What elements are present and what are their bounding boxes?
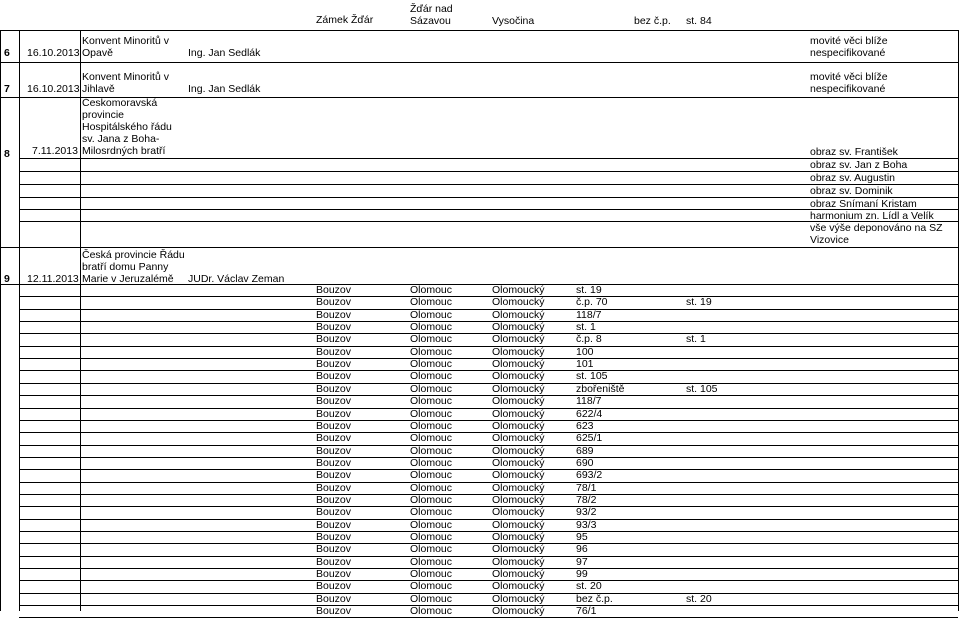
cell-obec: Bouzov	[316, 419, 352, 432]
row-border	[19, 296, 958, 297]
cell-parcela: st. 1	[576, 321, 596, 334]
cell-parcela-st: st. 20	[686, 592, 712, 605]
cell-katastr: Olomoucký	[492, 568, 545, 581]
cell-parcela: 101	[576, 358, 594, 371]
record-7-name-1: Konvent Minoritů v	[82, 71, 169, 83]
cell-parcela: st. 20	[576, 580, 602, 593]
cell-obec: Bouzov	[316, 345, 352, 358]
cell-parcela: 93/2	[576, 506, 597, 519]
cell-parcela: 99	[576, 568, 588, 581]
record-6-num: 6	[4, 47, 10, 59]
cell-parcela: 118/7	[576, 308, 602, 321]
cell-obec: Bouzov	[316, 284, 352, 296]
cell-okres: Olomouc	[410, 358, 453, 371]
cell-okres: Olomouc	[410, 321, 453, 334]
record-8-item: vše výše deponováno na SZ	[810, 222, 943, 234]
record-7-person: Ing. Jan Sedlák	[188, 83, 261, 95]
row-border	[19, 506, 958, 507]
cell-katastr: Olomoucký	[492, 395, 545, 408]
record-7-date: 16.10.2013	[27, 83, 80, 95]
cell-parcela: st. 19	[576, 284, 602, 296]
cell-katastr: Olomoucký	[492, 605, 545, 618]
cell-okres: Olomouc	[410, 568, 453, 581]
cell-katastr: Olomoucký	[492, 456, 545, 469]
row-border	[19, 358, 958, 359]
cell-katastr: Olomoucký	[492, 419, 545, 432]
cell-zdar-line1: Žďár nad	[410, 3, 453, 15]
cell-parcela: zbořeniště	[576, 382, 625, 395]
record-9-num: 9	[4, 273, 10, 285]
cell-obec: Bouzov	[316, 333, 352, 346]
cell-obec: Bouzov	[316, 370, 352, 383]
cell-obec: Bouzov	[316, 481, 352, 494]
cell-katastr: Olomoucký	[492, 345, 545, 358]
cell-obec: Bouzov	[316, 382, 352, 395]
row-border	[19, 408, 958, 409]
row-border	[19, 494, 958, 495]
record-9-person: JUDr. Václav Zeman	[188, 273, 285, 285]
cell-obec: Bouzov	[316, 592, 352, 605]
row-border	[19, 445, 958, 446]
cell-katastr: Olomoucký	[492, 382, 545, 395]
cell-katastr: Olomoucký	[492, 580, 545, 593]
cell-parcela: st. 105	[576, 370, 608, 383]
cell-okres: Olomouc	[410, 605, 453, 618]
record-6-note-1: movité věci blíže	[810, 35, 888, 47]
cell-okres: Olomouc	[410, 296, 453, 309]
cell-parcela: 78/2	[576, 493, 597, 506]
cell-obec: Bouzov	[316, 493, 352, 506]
record-9-date: 12.11.2013	[27, 273, 79, 285]
record-7-note-2: nespecifikované	[810, 83, 886, 95]
cell-parcela: 96	[576, 543, 588, 556]
record-8-item: obraz Snímaní Kristam	[810, 198, 917, 210]
cell-katastr: Olomoucký	[492, 493, 545, 506]
row-border	[19, 593, 958, 594]
row-border	[19, 605, 958, 606]
cell-parcela: 689	[576, 444, 594, 457]
record-7-note-1: movité věci blíže	[810, 71, 888, 83]
cell-okres: Olomouc	[410, 432, 453, 445]
cell-region: Vysočina	[492, 15, 535, 27]
cell-okres: Olomouc	[410, 407, 453, 420]
row-border	[19, 309, 958, 310]
row-border	[19, 580, 958, 581]
cell-obec: Bouzov	[316, 395, 352, 408]
row-border	[19, 519, 958, 520]
cell-katastr: Olomoucký	[492, 333, 545, 346]
row-border	[19, 370, 958, 371]
record-6-name-2: Opavě	[82, 47, 113, 59]
cell-obec: Bouzov	[316, 432, 352, 445]
cell-cp: bez č.p.	[634, 15, 671, 27]
cell-parcela: 622/4	[576, 407, 603, 420]
record-8-num: 8	[4, 148, 10, 160]
record-8-name-1: Českomoravská	[82, 97, 158, 109]
cell-obec: Bouzov	[316, 407, 352, 420]
record-6-name-1: Konvent Minoritů v	[82, 35, 169, 47]
cell-parcela: 95	[576, 531, 588, 543]
record-8-date: 7.11.2013	[32, 145, 78, 157]
row-border	[19, 432, 958, 433]
record-8-item: obraz sv. Augustin	[810, 172, 896, 184]
cell-okres: Olomouc	[410, 395, 453, 408]
cell-st: st. 84	[686, 15, 712, 27]
cell-katastr: Olomoucký	[492, 481, 545, 494]
row-border	[0, 247, 958, 248]
cell-obec: Bouzov	[316, 296, 352, 309]
cell-okres: Olomouc	[410, 308, 453, 321]
cell-okres: Olomouc	[410, 456, 453, 469]
cell-parcela: č.p. 8	[576, 333, 602, 346]
record-8-name-3: Hospitálského řádu	[82, 121, 172, 133]
row-border	[19, 531, 958, 532]
cell-obec: Bouzov	[316, 568, 352, 581]
record-9-name-3: Marie v Jeruzalémě	[82, 273, 174, 285]
cell-obec: Bouzov	[316, 531, 352, 543]
cell-parcela: bez č.p.	[576, 592, 613, 605]
cell-okres: Olomouc	[410, 444, 453, 457]
column-border	[0, 30, 1, 611]
row-border	[19, 556, 958, 557]
cell-katastr: Olomoucký	[492, 518, 545, 531]
record-8-name-4: sv. Jana z Boha-	[82, 133, 160, 145]
cell-obec: Bouzov	[316, 543, 352, 556]
row-border	[0, 62, 958, 63]
cell-parcela: 93/3	[576, 518, 597, 531]
record-9-name-2: bratří domu Panny	[82, 261, 169, 273]
cell-katastr: Olomoucký	[492, 444, 545, 457]
cell-parcela-st: st. 105	[686, 382, 718, 395]
record-7-num: 7	[4, 83, 10, 95]
cell-katastr: Olomoucký	[492, 321, 545, 334]
record-6-note-2: nespecifikované	[810, 47, 886, 59]
cell-okres: Olomouc	[410, 333, 453, 346]
cell-parcela: 690	[576, 456, 594, 469]
record-6-person: Ing. Jan Sedlák	[188, 47, 261, 59]
cell-okres: Olomouc	[410, 531, 453, 543]
row-border	[19, 383, 958, 384]
cell-katastr: Olomoucký	[492, 555, 545, 568]
cell-okres: Olomouc	[410, 481, 453, 494]
cell-obec: Bouzov	[316, 456, 352, 469]
cell-parcela: 625/1	[576, 432, 603, 445]
cell-okres: Olomouc	[410, 592, 453, 605]
cell-okres: Olomouc	[410, 518, 453, 531]
cell-parcela: 76/1	[576, 605, 597, 618]
cell-obec: Bouzov	[316, 308, 352, 321]
cell-okres: Olomouc	[410, 382, 453, 395]
row-border	[19, 469, 958, 470]
row-border	[19, 346, 958, 347]
cell-obec: Bouzov	[316, 605, 352, 618]
cell-obec: Bouzov	[316, 518, 352, 531]
cell-parcela: 78/1	[576, 481, 597, 494]
record-6-date: 16.10.2013	[27, 47, 80, 59]
cell-zamek: Zámek Žďár	[316, 14, 374, 26]
cell-okres: Olomouc	[410, 493, 453, 506]
row-border	[19, 482, 958, 483]
cell-katastr: Olomoucký	[492, 469, 545, 482]
record-8-item: Vizovice	[810, 234, 849, 246]
cell-okres: Olomouc	[410, 469, 453, 482]
record-8-name-2: provincie	[82, 109, 125, 121]
cell-katastr: Olomoucký	[492, 407, 545, 420]
cell-katastr: Olomoucký	[492, 358, 545, 371]
column-border	[958, 30, 959, 611]
cell-parcela: 97	[576, 555, 588, 568]
cell-okres: Olomouc	[410, 419, 453, 432]
row-border	[19, 333, 958, 334]
cell-okres: Olomouc	[410, 555, 453, 568]
cell-katastr: Olomoucký	[492, 296, 545, 309]
row-border	[19, 395, 958, 396]
cell-parcela-st: st. 1	[686, 333, 706, 346]
cell-katastr: Olomoucký	[492, 432, 545, 445]
record-8-item: harmonium zn. Lídl a Velík	[810, 210, 934, 222]
cell-obec: Bouzov	[316, 444, 352, 457]
cell-parcela: 693/2	[576, 469, 603, 482]
cell-katastr: Olomoucký	[492, 308, 545, 321]
record-8-name-5: Milosrdných bratří	[82, 145, 166, 157]
cell-okres: Olomouc	[410, 543, 453, 556]
cell-obec: Bouzov	[316, 321, 352, 334]
cell-okres: Olomouc	[410, 284, 453, 296]
row-border	[19, 420, 958, 421]
cell-katastr: Olomoucký	[492, 592, 545, 605]
cell-parcela: 100	[576, 345, 594, 358]
cell-parcela: 118/7	[576, 395, 602, 408]
row-border	[0, 30, 958, 31]
row-border	[19, 568, 958, 569]
row-border	[19, 543, 958, 544]
record-8-item: obraz sv. František	[810, 146, 898, 158]
cell-okres: Olomouc	[410, 345, 453, 358]
cell-katastr: Olomoucký	[492, 531, 545, 543]
cell-obec: Bouzov	[316, 469, 352, 482]
cell-katastr: Olomoucký	[492, 284, 545, 296]
cell-parcela: 623	[576, 419, 594, 432]
cell-okres: Olomouc	[410, 506, 453, 519]
record-7-name-2: Jihlavě	[82, 83, 115, 95]
cell-obec: Bouzov	[316, 580, 352, 593]
cell-parcela-st: st. 19	[686, 296, 712, 309]
cell-obec: Bouzov	[316, 506, 352, 519]
cell-obec: Bouzov	[316, 358, 352, 371]
cell-katastr: Olomoucký	[492, 506, 545, 519]
cell-parcela: č.p. 70	[576, 296, 608, 309]
cell-zdar-line2: Sázavou	[410, 15, 451, 27]
cell-okres: Olomouc	[410, 370, 453, 383]
cell-katastr: Olomoucký	[492, 543, 545, 556]
row-border	[19, 321, 958, 322]
cell-katastr: Olomoucký	[492, 370, 545, 383]
cell-okres: Olomouc	[410, 580, 453, 593]
record-9-name-1: Česká provincie Řádu	[82, 249, 185, 261]
row-border	[19, 457, 958, 458]
cell-obec: Bouzov	[316, 555, 352, 568]
record-8-item: obraz sv. Jan z Boha	[810, 159, 908, 171]
record-8-item: obraz sv. Dominik	[810, 185, 893, 197]
